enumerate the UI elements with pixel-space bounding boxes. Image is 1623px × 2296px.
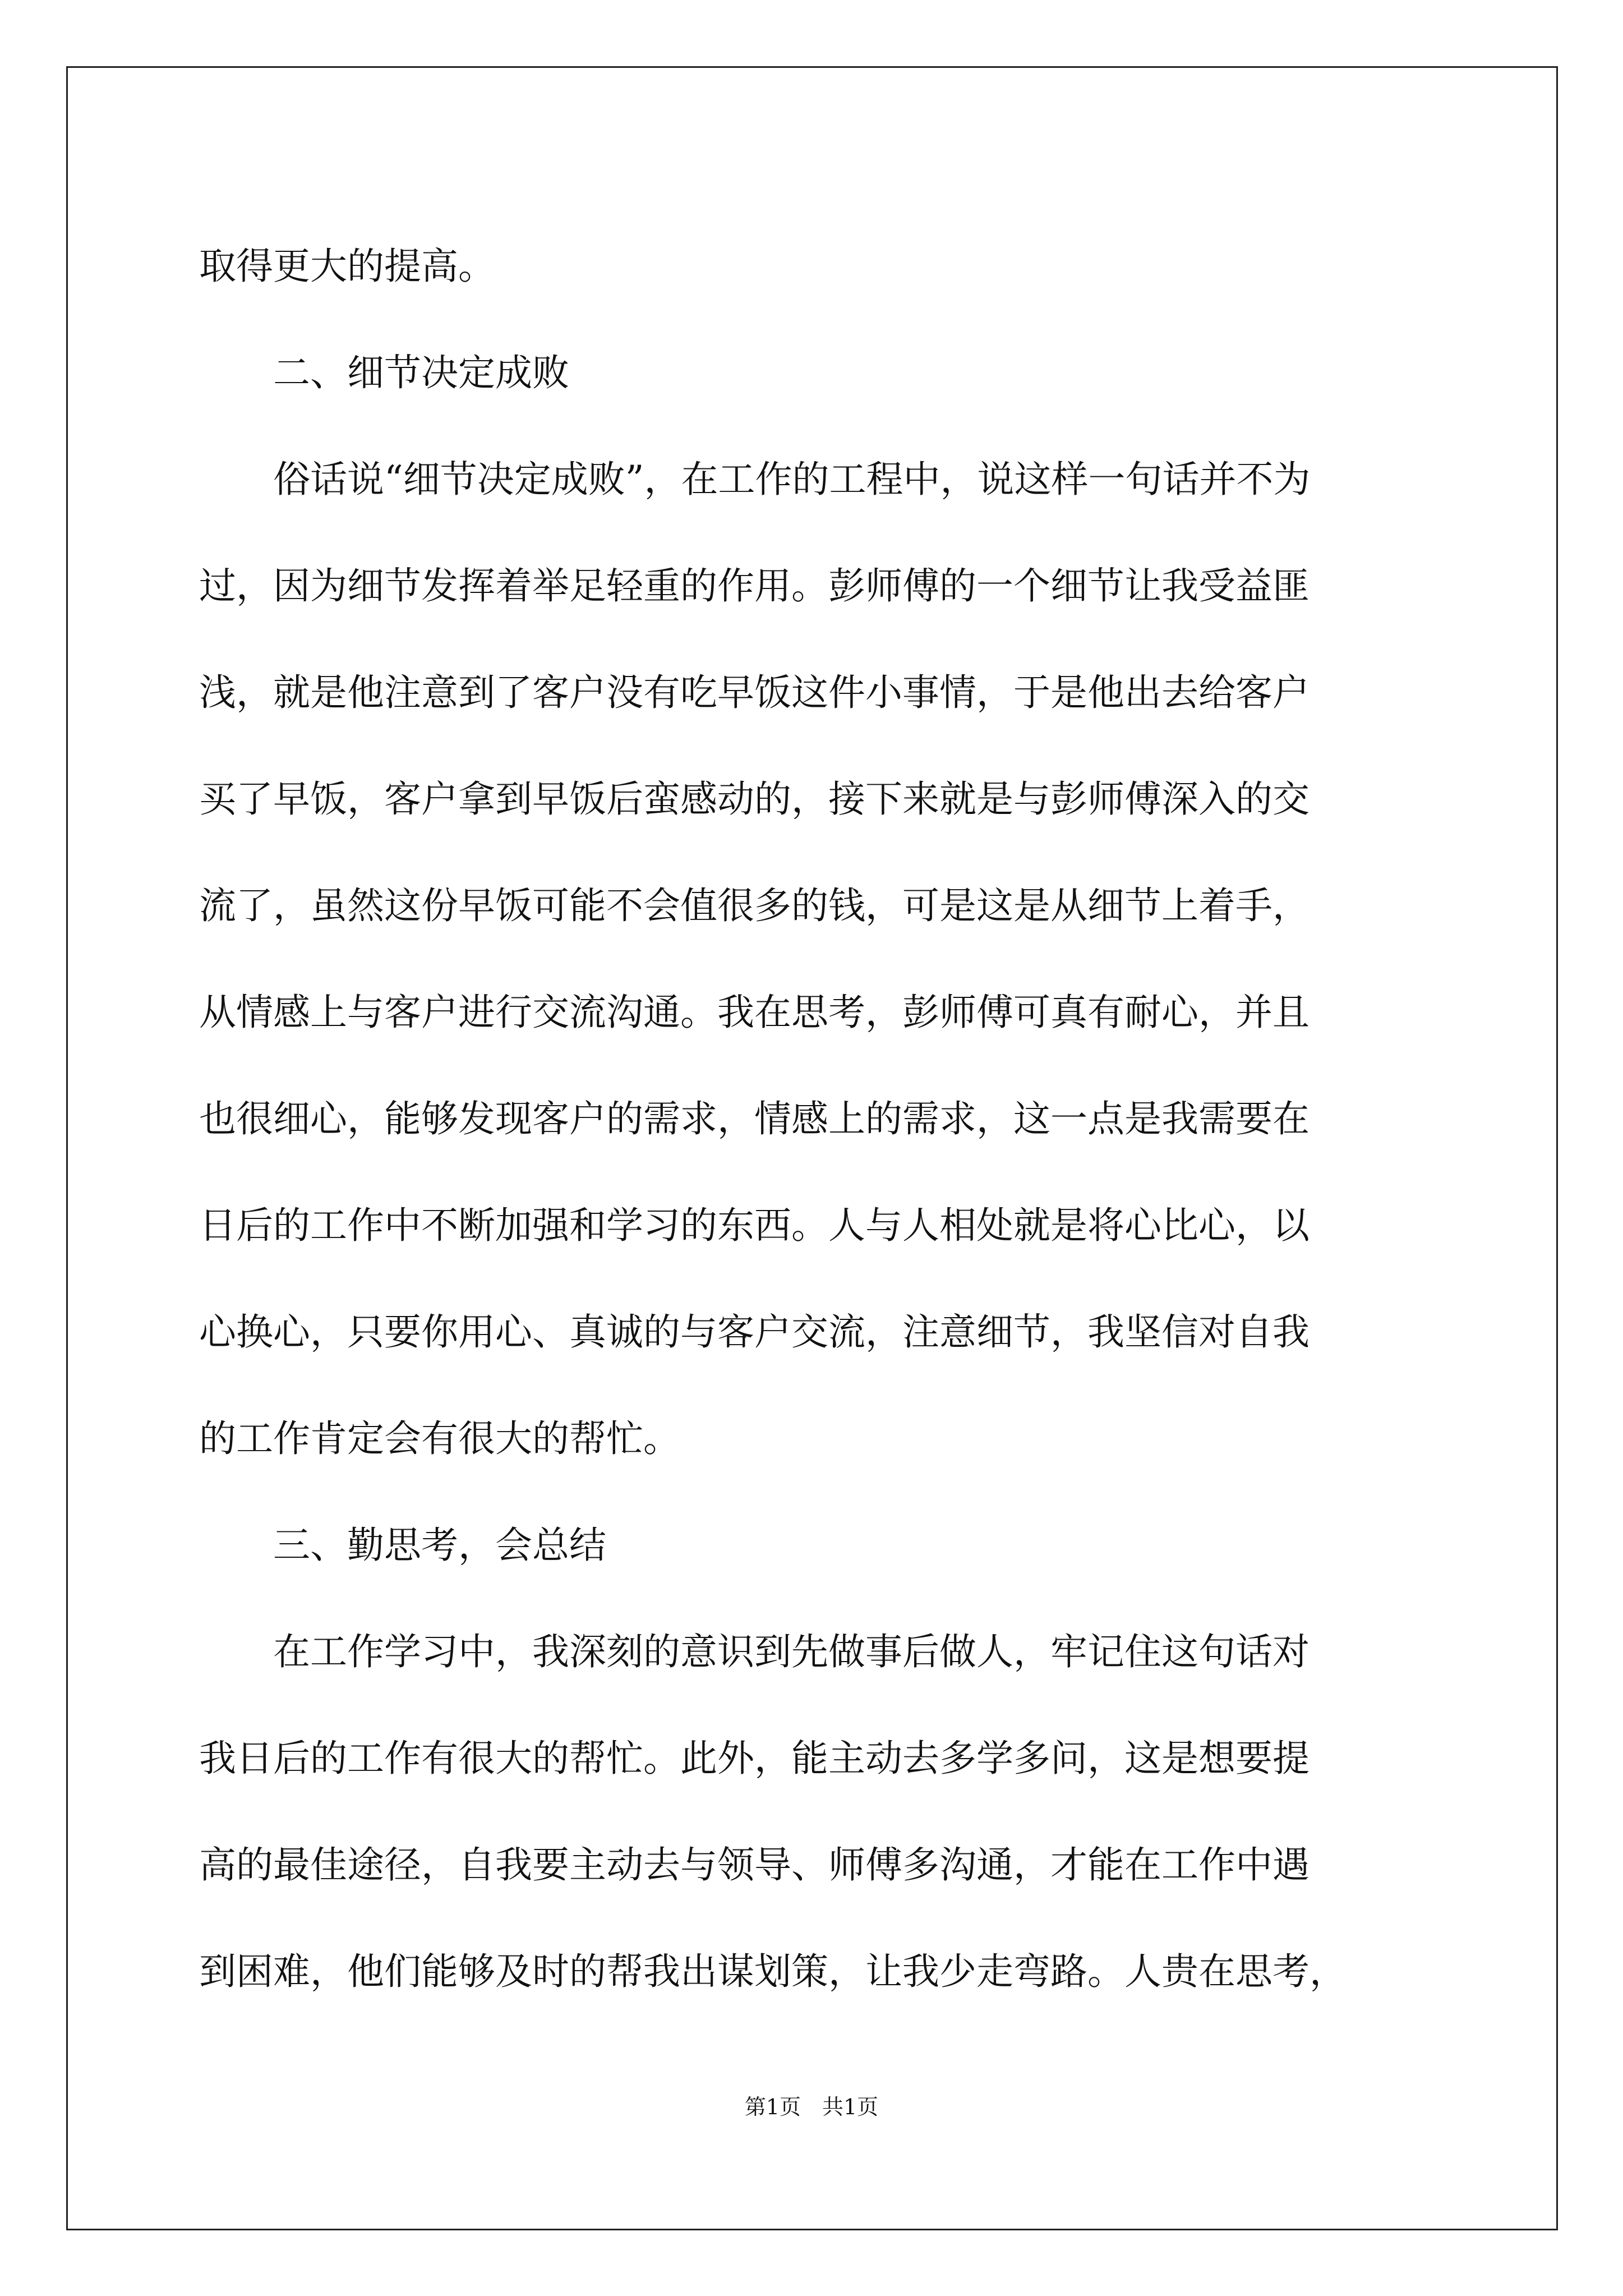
text-line: 也很细心，能够发现客户的需求，情感上的需求，这一点是我需要在 — [199, 1097, 1310, 1140]
text-line: 流了，虽然这份早饭可能不会值很多的钱，可是这是从细节上着手， — [199, 884, 1310, 927]
text-line: 从情感上与客户进行交流沟通。我在思考，彭师傅可真有耐心，并且 — [199, 991, 1310, 1034]
text-line: 买了早饭，客户拿到早饭后蛮感动的，接下来就是与彭师傅深入的交 — [199, 777, 1310, 821]
text-line: 在工作学习中，我深刻的意识到先做事后做人，牢记住这句话对 — [199, 1630, 1310, 1673]
text-line: 俗话说“细节决定成败”，在工作的工程中，说这样一句话并不为 — [199, 458, 1311, 501]
page-footer: 第1页 共1页 — [744, 2095, 879, 2119]
text-line: 的工作肯定会有很大的帮忙。 — [199, 1417, 680, 1460]
text-line: 到困难，他们能够及时的帮我出谋划策，让我少走弯路。人贵在思考， — [199, 1950, 1347, 1993]
text-line: 高的最佳途径，自我要主动去与领导、师傅多沟通，才能在工作中遇 — [199, 1843, 1310, 1887]
section-heading: 二、细节决定成败 — [199, 351, 569, 394]
text-line: 日后的工作中不断加强和学习的东西。人与人相处就是将心比心，以 — [199, 1204, 1310, 1247]
section-heading: 三、勤思考，会总结 — [199, 1524, 606, 1567]
text-line: 我日后的工作有很大的帮忙。此外，能主动去多学多问，这是想要提 — [199, 1737, 1310, 1780]
text-line: 过，因为细节发挥着举足轻重的作用。彭师傅的一个细节让我受益匪 — [199, 564, 1310, 608]
document-body — [199, 213, 1433, 2025]
text-line: 取得更大的提高。 — [199, 245, 495, 288]
text-line: 心换心，只要你用心、真诚的与客户交流，注意细节，我坚信对自我 — [199, 1310, 1310, 1354]
text-line: 浅，就是他注意到了客户没有吃早饭这件小事情，于是他出去给客户 — [199, 671, 1310, 714]
